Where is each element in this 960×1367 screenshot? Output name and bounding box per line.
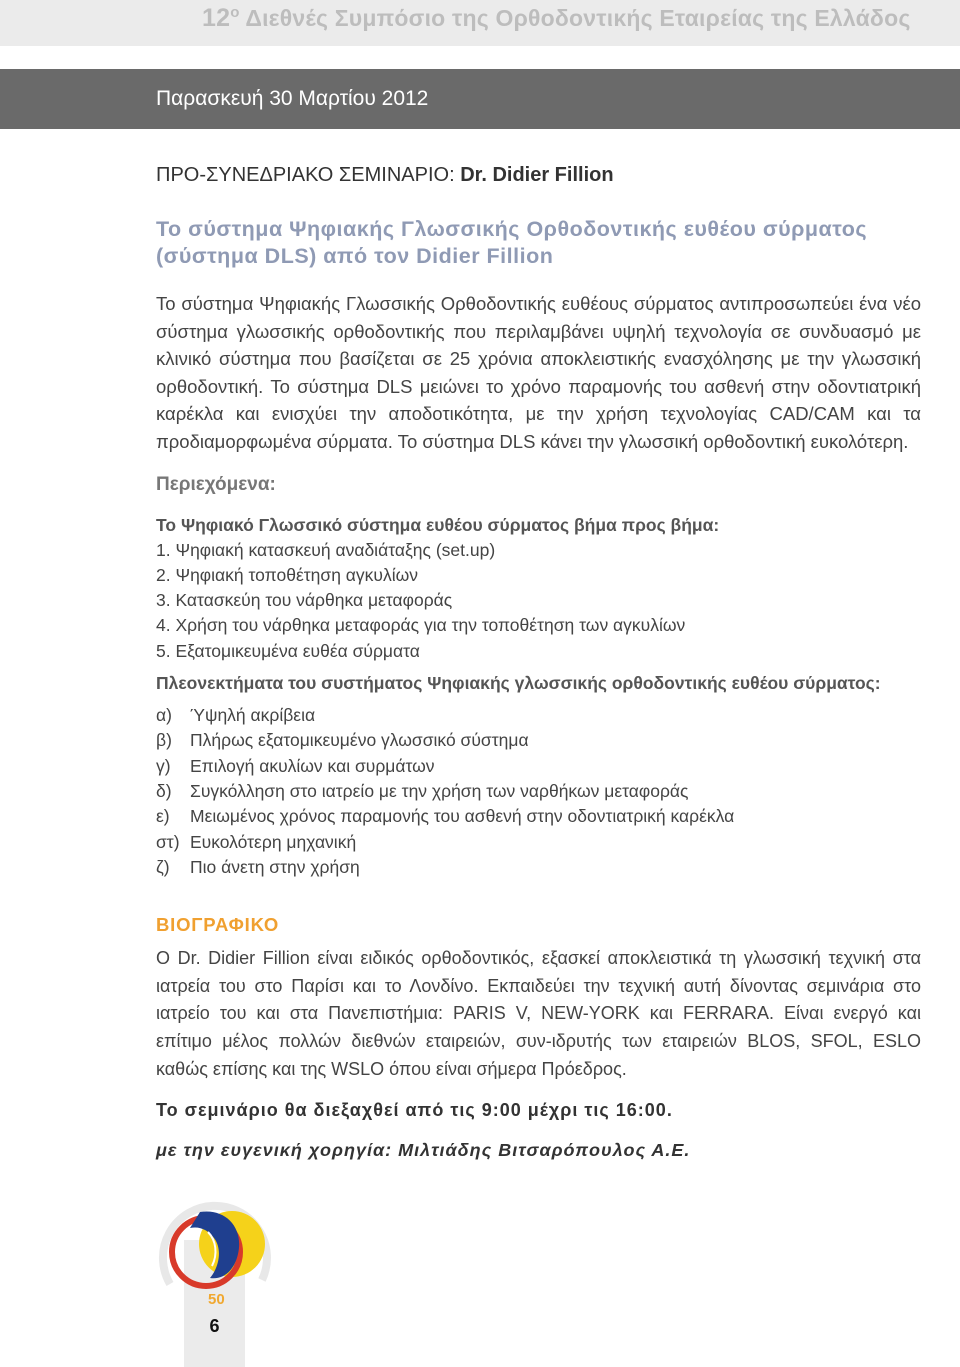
list-marker: γ) [156,755,171,776]
steps-list [156,538,921,664]
biography-paragraph: Ο Dr. Didier Fillion είναι ειδικός ορθοδοντικός, εξασκεί αποκλειστικά τη γλωσσική τεχνική στα ιατρεία του στο Παρίσι και το Λονδίνο. Εκπαιδεύει την τεχνική αυτή δίνοντας σεμινάρια στο ιατρείο του και στα Πανεπιστήμια: PARIS V, NEW-YORK και FERRARA. Είναι ενεργό και επίτιμο μέλος πολλών διεθνών εταιρειών, συν-ιδρυτής των εταιρειών BLOS, SFOL, ESLO καθώς επίσης και της WSLO όπου είναι σήμερα Πρόεδρος. [156,948,921,1079]
list-item [156,855,921,880]
list-text: Ύψηλή ακρίβεια [190,705,316,726]
event-date: Παρασκευή 30 Μαρτίου 2012 [156,87,429,110]
date-band [0,69,960,129]
conference-title [202,4,910,33]
list-marker: δ) [156,780,172,801]
list-marker: ζ) [156,856,170,877]
list-text: Συγκόλληση στο ιατρείο με την χρήση των ναρθήκων μεταφοράς [190,780,689,801]
logo-years-text: 50 [208,1291,225,1308]
list-item: 2. Ψηφιακή τοποθέτηση αγκυλίων [156,564,419,585]
conference-name: Διεθνές Συμπόσιο της Ορθοδοντικής Εταιρείας της Ελλάδος [245,5,911,31]
advantages-heading: Πλεονεκτήματα του συστήματος Ψηφιακής γλωσσικής ορθοδοντικής ευθέου σύρματος: [156,673,881,694]
list-item [156,779,921,804]
list-item: 3. Κατασκεύη του νάρθηκα μεταφοράς [156,590,453,611]
page-number: 6 [209,1316,220,1336]
list-item [156,830,921,855]
list-marker: α) [156,705,172,726]
list-text: Πλήρως εξατομικευμένο γλωσσικό σύστημα [190,730,529,751]
contents-heading: Περιεχόμενα: [156,473,276,495]
page-content [156,162,921,1162]
society-anniversary-logo-icon [150,1192,278,1310]
list-text: Μειωμένος χρόνος παραμονής του ασθενή στην οδοντιατρική καρέκλα [190,806,735,827]
sponsor-note: με την ευγενική χορηγία: Μιλτιάδης Βιτσαρόπουλος Α.Ε. [156,1140,691,1161]
list-text: Ευκολότερη μηχανική [190,831,357,852]
list-marker: στ) [156,831,180,852]
list-text: Επιλογή ακυλίων και συρμάτων [190,755,435,776]
conference-number: 12 [202,4,231,32]
seminar-time-note: Το σεμινάριο θα διεξαχθεί από τις 9:00 μέχρι τις 16:00. [156,1100,673,1121]
list-marker: ε) [156,806,170,827]
list-item [156,728,921,753]
list-item: 5. Εξατομικευμένα ευθέα σύρματα [156,640,420,661]
advantages-list [156,703,921,880]
seminar-speaker: Dr. Didier Fillion [460,164,614,186]
list-text: Πιο άνετη στην χρήση [190,856,360,877]
seminar-label: ΠΡΟ-ΣΥΝΕΔΡΙΑΚΟ ΣΕΜΙΝΑΡΙΟ: [156,164,461,186]
list-item: 1. Ψηφιακή κατασκευή αναδιάταξης (set.up) [156,539,496,560]
list-item [156,754,921,779]
intro-paragraph: Το σύστημα Ψηφιακής Γλωσσικής Ορθοδοντικής ευθέους σύρματος αντιπροσωπεύει ένα νέο σύστημα γλωσσικής ορθοδοντικής που περιλαμβάνει υψηλή τεχνολογία σε συνδυασμό με κλινικό σύστημα που βασίζεται σε 25 χρόνια αποκλειστικής ενασχόλησης με την γλωσσική ορθοδοντική. Το σύστημα DLS μειώνει το χρόνο παραμονής του ασθενή στην οδοντιατρική καρέκλα και ενισχύει την αποδοτικότητα, με την χρήση τεχνολογίας CAD/CAM και τα προδιαμορφωμένα σύρματα. Το σύστημα DLS κάνει την γλωσσική ορθοδοντική ευκολότερη. [156,293,921,452]
list-item [156,804,921,829]
list-item: 4. Χρήση του νάρθηκα μεταφοράς για την τοποθέτηση των αγκυλίων [156,615,686,636]
page-title: Το σύστημα Ψηφιακής Γλωσσικής Ορθοδοντικής ευθέου σύρματος (σύστημα DLS) από τον Didier Fillion [156,217,868,268]
list-marker: β) [156,730,172,751]
biography-heading: ΒΙΟΓΡΑΦΙΚΟ [156,914,280,936]
conference-number-suffix: ο [230,4,240,21]
seminar-line [156,162,921,188]
list-item [156,703,921,728]
steps-heading: Το Ψηφιακό Γλωσσικό σύστημα ευθέου σύρματος βήμα προς βήμα: [156,514,720,535]
